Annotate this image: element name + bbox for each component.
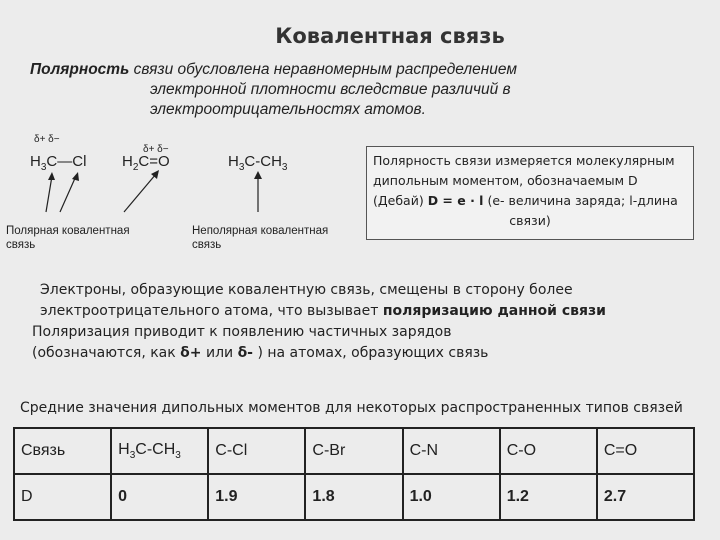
arrow-head-2	[72, 172, 79, 181]
dipole-table	[13, 427, 695, 521]
polarization-paragraph	[32, 280, 632, 364]
box-line-4: связи)	[509, 213, 551, 228]
table-header-row	[14, 428, 694, 474]
value-cell: 2.7	[597, 474, 694, 520]
dipole-moment-box	[366, 146, 694, 240]
intro-text	[30, 60, 650, 120]
box-line-3-a: (Дебай)	[373, 193, 428, 208]
value-cell: 0	[111, 474, 208, 520]
arrow-line-1	[46, 176, 52, 212]
para-line-4-a: (обозначаются, как	[32, 345, 181, 361]
para-line-4-e: ) на атомах, образующих связь	[253, 345, 489, 361]
para-line-4-c: или	[201, 345, 238, 361]
delta-plus: δ+	[180, 345, 202, 361]
value-cell: 1.9	[208, 474, 305, 520]
mid-formula: $H_2C=O$	[122, 153, 170, 173]
header-cell: $H_3C-CH_3$	[111, 428, 208, 474]
dipole-formula: D = e · l	[427, 193, 484, 208]
intro-line-3: электроотрицательностях атомов.	[150, 101, 426, 118]
header-cell: C-O	[500, 428, 597, 474]
para-line-3: Поляризация приводит к появлению частичных зарядов	[32, 324, 452, 340]
polarization-term: поляризацию данной связи	[382, 303, 606, 319]
page-title: Ковалентная связь	[275, 24, 505, 48]
nonpolar-caption-line-1: Неполярная ковалентная	[192, 225, 329, 237]
intro-line-2: электронной плотности вследствие различий в	[150, 81, 511, 98]
intro-bold-term: Полярность	[30, 61, 130, 78]
box-line-3	[373, 191, 687, 211]
box-line-1: Полярность связи измеряется молекулярным	[373, 153, 675, 168]
table-caption: Средние значения дипольных моментов для некоторых распространенных типов связей	[20, 400, 683, 416]
box-line-3-c: (е- величина заряда; l-длина	[483, 193, 678, 208]
value-cell: 1.0	[403, 474, 500, 520]
polar-caption-line-2: связь	[6, 239, 36, 251]
header-cell: C=O	[597, 428, 694, 474]
delta-minus: δ-	[237, 345, 253, 361]
para-line-1: Электроны, образующие ковалентную связь, смещены в сторону более	[40, 282, 573, 298]
left-formula: $H_3C—Cl$	[30, 153, 87, 173]
para-line-4	[32, 343, 632, 364]
value-cell: D	[14, 474, 111, 520]
right-formula: $H_3C-CH_3$	[228, 153, 288, 173]
header-cell: Связь	[14, 428, 111, 474]
para-line-2-a: электроотрицательного атома, что вызывает	[40, 303, 383, 319]
arrow-head-1	[48, 172, 55, 180]
left-deltas: δ+ δ−	[34, 134, 60, 145]
header-cell: C-Cl	[208, 428, 305, 474]
formula-illustration	[0, 128, 360, 258]
para-line-2	[32, 301, 632, 322]
intro-line-1: связи обусловлена неравномерным распределением	[129, 61, 517, 78]
nonpolar-caption-line-2: связь	[192, 239, 222, 251]
arrow-line-2	[60, 176, 76, 212]
header-cell: C-Br	[305, 428, 402, 474]
polar-caption	[6, 224, 130, 252]
table-row	[14, 474, 694, 520]
arrow-head-4	[254, 171, 262, 179]
box-line-2: дипольным моментом, обозначаемым D	[373, 173, 638, 188]
header-cell: C-N	[403, 428, 500, 474]
arrow-line-3	[124, 174, 156, 212]
value-cell: 1.8	[305, 474, 402, 520]
nonpolar-caption	[192, 224, 328, 252]
polar-caption-line-1: Полярная ковалентная	[6, 225, 130, 237]
value-cell: 1.2	[500, 474, 597, 520]
mid-deltas: δ+ δ−	[143, 144, 169, 155]
